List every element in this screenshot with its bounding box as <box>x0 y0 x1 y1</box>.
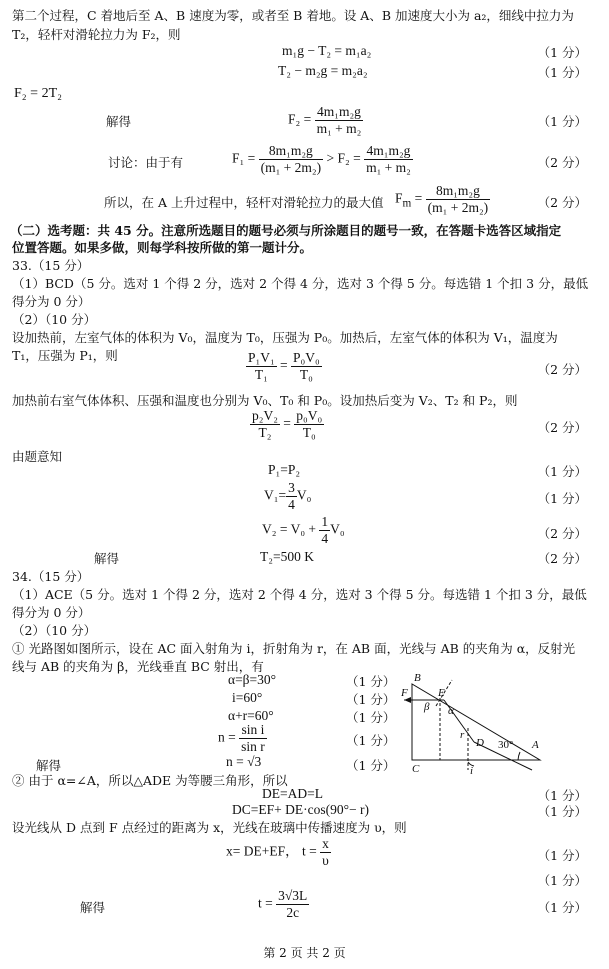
score: （2 分） <box>537 551 587 566</box>
frac-den: T₂ <box>258 425 272 440</box>
optics-diagram <box>398 670 544 776</box>
score: （1 分） <box>537 804 587 819</box>
section-heading: 位置答题。如果多做，则每学科按所做的第一题计分。 <box>12 240 313 255</box>
text-line: （1）ACE（5 分。选对 1 个得 2 分，选对 2 个得 4 分，选对 3 个得 5 分。每选错 1 个扣 3 分，最低 <box>12 587 587 602</box>
frac-num: 8m₁m₂g <box>259 143 324 160</box>
eq-eq: = <box>280 357 288 373</box>
question-number: 34.（15 分） <box>12 569 90 584</box>
solve-label: 解得 <box>36 758 62 773</box>
eq-mid: > F₂ = <box>326 150 361 166</box>
text-line: 加热前右室气体体积、压强和温度也分别为 V₀、T₀ 和 P₀。设加热后变为 V₂、T₂ 和 P₂，则 <box>12 393 518 408</box>
angle-arc <box>518 752 520 760</box>
equation: α=β=30° <box>228 672 277 687</box>
frac-den: m₁ + m₂ <box>316 121 362 136</box>
eq-lhs: F₁ = <box>232 150 256 166</box>
label-C: C <box>412 763 420 775</box>
text-line: 线与 AB 的夹角为 β，光线垂直 BC 射出，有 <box>12 659 264 674</box>
label-A: A <box>532 739 539 751</box>
equation: P₁=P₂ <box>268 462 301 477</box>
frac-den: (m₁ + 2m₂) <box>260 160 322 175</box>
score: （1 分） <box>537 873 587 888</box>
equation: DC=EF+ DE·cos(90°− r) <box>232 802 369 817</box>
equation <box>258 888 309 921</box>
equation: T₂ − m₂g = m₂a₂ <box>278 63 368 78</box>
eq-sub: m <box>402 197 412 210</box>
page-footer: 第 2 页 共 2 页 <box>263 946 346 960</box>
section-heading: （二）选考题：共 45 分。注意所选题目的题号必须与所涂题目的题号一致，在答题卡选答区域指定 <box>10 223 562 238</box>
equation <box>226 836 331 869</box>
equation: α+r=60° <box>228 708 274 723</box>
solve-label: 解得 <box>106 114 132 129</box>
label-E: E <box>438 687 445 699</box>
frac-num: 4m₁m₂g <box>364 143 413 160</box>
eq-eq: = <box>411 190 423 206</box>
score: （2 分） <box>537 526 587 541</box>
equation <box>232 143 413 176</box>
frac-num: x <box>322 836 329 851</box>
text-line: （2）（10 分） <box>12 623 97 638</box>
score: （1 分） <box>537 45 587 60</box>
equation: n = √3 <box>226 754 262 769</box>
frac-den: T₀ <box>302 425 316 440</box>
eq-lhs: V₁= <box>264 487 287 503</box>
text-line: 第二个过程，C 着地后至 A、B 速度为零，或者至 B 着地。设 A、B 加速度大小为 a₂，细线中拉力为 <box>12 8 574 23</box>
text-line: 设光线从 D 点到 F 点经过的距离为 x，光线在玻璃中传播速度为 υ，则 <box>12 820 407 835</box>
label-angle: 30° <box>498 739 514 751</box>
frac-den: sin r <box>241 739 265 754</box>
score: （1 分） <box>346 733 396 748</box>
score: （1 分） <box>537 848 587 863</box>
equation <box>288 104 363 137</box>
eq-lhs: V₂ = V₀ + <box>262 521 317 537</box>
score: （1 分） <box>346 710 396 725</box>
equation: F₂ = 2T₂ <box>14 86 62 101</box>
equation <box>262 514 345 547</box>
eq-lhs: F <box>395 190 403 206</box>
frac-den: m₁ + m₂ <box>366 160 411 175</box>
text-line: T₁，压强为 P₁，则 <box>12 348 118 363</box>
label-beta: β <box>424 701 430 713</box>
eq-lhs: F₂ = <box>288 111 312 127</box>
score: （1 分） <box>537 464 587 479</box>
frac-num: P₁V₁ <box>248 350 275 365</box>
frac-den: (m₁ + 2m₂) <box>427 200 489 215</box>
equation <box>218 722 267 755</box>
frac-den: 2c <box>286 905 300 920</box>
equation: m₁g − T₂ = m₁a₂ <box>282 43 372 58</box>
equation: T₂=500 K <box>260 549 314 564</box>
frac-num: 1 <box>321 514 329 529</box>
equation <box>395 183 490 216</box>
text-line: 所以，在 A 上升过程中，轻杆对滑轮拉力的最大值 <box>104 195 384 210</box>
text-line: （2）（10 分） <box>12 312 97 327</box>
score: （1 分） <box>346 674 396 689</box>
score: （2 分） <box>537 155 587 170</box>
label-B: B <box>414 672 421 684</box>
text-line: （1）BCD（5 分。选对 1 个得 2 分，选对 2 个得 4 分，选对 3 个得 5 分。每选错 1 个扣 3 分，最低 <box>12 276 589 291</box>
label-i: i <box>470 765 474 776</box>
score: （2 分） <box>537 195 587 210</box>
frac-den: 4 <box>321 531 329 546</box>
score: （1 分） <box>537 788 587 803</box>
eq-eq: = <box>283 415 291 431</box>
label-F: F <box>401 687 408 699</box>
text-line: ① 光路图如图所示，设在 AC 面入射角为 i，折射角为 r，在 AB 面，光线与 AB 的夹角为 α，反射光 <box>12 641 576 656</box>
score: （2 分） <box>537 420 587 435</box>
frac-num: 8m₁m₂g <box>426 183 491 200</box>
discussion-label: 讨论：由于有 <box>108 155 184 170</box>
score: （1 分） <box>346 758 396 773</box>
text-line: T₂，轻杆对滑轮拉力为 F₂，则 <box>12 27 181 42</box>
equation <box>264 480 311 513</box>
label-D: D <box>476 737 484 749</box>
solve-label: 解得 <box>80 900 106 915</box>
text-line: 得分为 0 分） <box>12 605 91 620</box>
label-r: r <box>460 729 465 741</box>
frac-den: T₁ <box>254 367 268 382</box>
frac-den: T₀ <box>299 367 313 382</box>
equation <box>246 350 322 383</box>
eq-rhs: V₀ <box>330 521 345 537</box>
equation <box>250 408 324 441</box>
eq-lhs: n = <box>218 729 236 745</box>
equation: DE=AD=L <box>262 786 323 801</box>
frac-num: P₀V₀ <box>293 350 320 365</box>
score: （1 分） <box>537 900 587 915</box>
score: （1 分） <box>537 114 587 129</box>
question-number: 33.（15 分） <box>12 258 90 273</box>
score: （1 分） <box>346 692 396 707</box>
frac-num: p₂V₂ <box>252 408 278 423</box>
eq-lhs: t = <box>258 895 273 911</box>
frac-num: 4m₁m₂g <box>315 104 364 121</box>
frac-den: υ <box>322 853 329 868</box>
text-line: ② 由于 α=∠A，所以△ADE 为等腰三角形，所以 <box>12 773 288 788</box>
text-line: 由题意知 <box>12 449 63 464</box>
text-line: 得分为 0 分） <box>12 294 91 309</box>
equation: i=60° <box>232 690 263 705</box>
score: （1 分） <box>537 65 587 80</box>
eq-rhs: V₀ <box>296 487 312 503</box>
eq-lhs: x= DE+EF， t = <box>226 843 317 859</box>
score: （2 分） <box>537 362 587 377</box>
frac-num: sin i <box>239 722 267 739</box>
frac-num: 3 <box>288 480 295 495</box>
frac-den: 4 <box>288 497 295 512</box>
label-alpha: α <box>448 705 454 717</box>
solve-label: 解得 <box>94 551 120 566</box>
frac-num: 3√3L <box>278 888 308 903</box>
text-line: 设加热前，左室气体的体积为 V₀，温度为 T₀，压强为 P₀。加热后，左室气体的体积为 V₁，温度为 <box>12 330 558 345</box>
score: （1 分） <box>537 491 587 506</box>
frac-num: p₀V₀ <box>296 408 323 423</box>
